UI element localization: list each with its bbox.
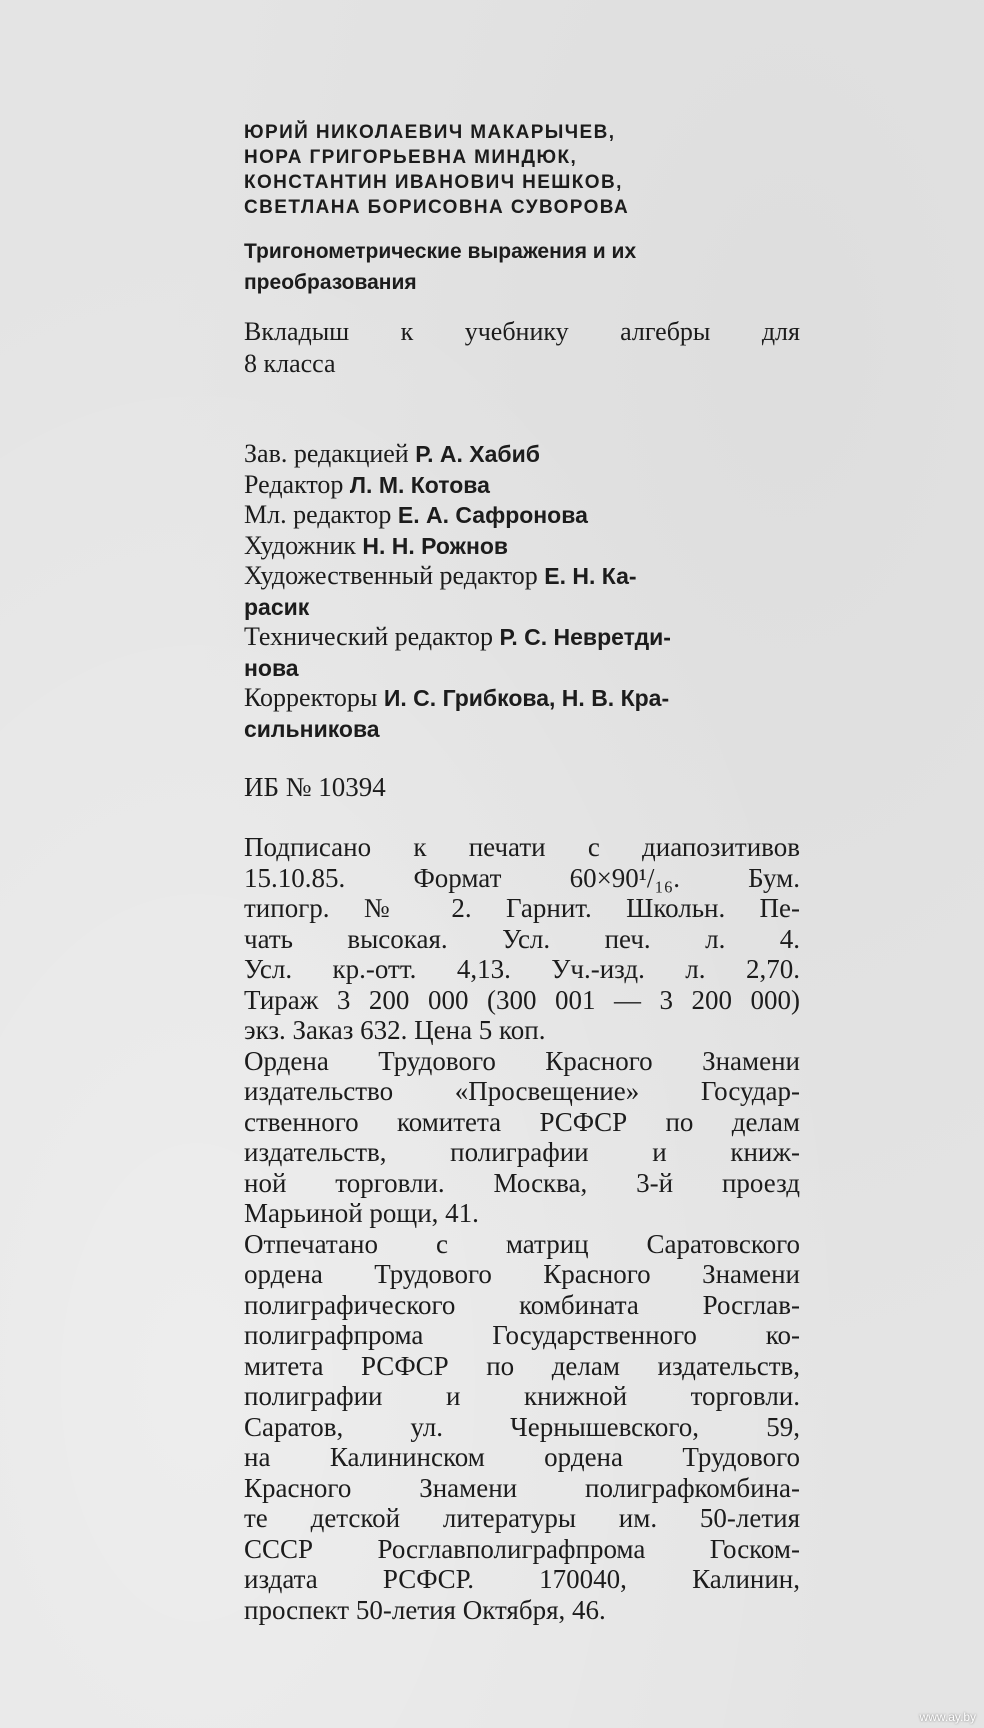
book-title xyxy=(244,236,800,298)
imprint-line: чать высокая. Усл. печ. л. 4. xyxy=(244,923,800,954)
printer-line: полиграфии и книжной торговли. xyxy=(244,1381,800,1411)
credit-role: Зав. редакцией xyxy=(244,439,416,468)
credit-name: нова xyxy=(244,654,299,681)
title-line: преобразования xyxy=(244,271,417,294)
credit-line xyxy=(244,653,800,684)
publisher-line: Марьиной рощи, 41. xyxy=(244,1198,479,1228)
printer-line: Саратов, ул. Чернышевского, 59, xyxy=(244,1411,800,1442)
imprint-line: Подписано к печати с диапозитивов xyxy=(244,832,800,862)
credit-name: Р. А. Хабиб xyxy=(415,441,540,467)
imprint-details xyxy=(244,832,800,1625)
publisher-line: ственного комитета РСФСР по делам xyxy=(244,1106,800,1137)
credit-line xyxy=(244,592,800,623)
printer-line: Красного Знамени полиграфкомбина- xyxy=(244,1472,800,1503)
imprint-line: Тираж 3 200 000 (300 001 — 3 200 000) xyxy=(244,984,800,1015)
printer-line: на Калининском ордена Трудового xyxy=(244,1442,800,1472)
watermark-text: www.ay.by xyxy=(919,1710,976,1724)
printer-line: ордена Трудового Красного Знамени xyxy=(244,1259,800,1289)
credit-line xyxy=(244,714,800,745)
printer-line: те детской литературы им. 50-летия xyxy=(244,1503,800,1533)
credit-name: расик xyxy=(244,593,310,620)
publisher-line: издательств, полиграфии и книж- xyxy=(244,1137,800,1167)
author-line: НОРА ГРИГОРЬЕВНА МИНДЮК, xyxy=(244,147,578,168)
printer-line: издата РСФСР. 170040, Калинин, xyxy=(244,1564,800,1594)
printer-line: проспект 50-летия Октября, 46. xyxy=(244,1594,606,1625)
author-list xyxy=(244,120,800,220)
credit-name: Р. С. Невретди- xyxy=(499,624,671,650)
credit-line xyxy=(244,470,800,501)
imprint-line: Усл. кр.-отт. 4,13. Уч.-изд. л. 2,70. xyxy=(244,954,800,984)
credit-name: Е. А. Сафронова xyxy=(397,502,588,528)
publisher-line: ной торговли. Москва, 3-й проезд xyxy=(244,1167,800,1198)
credit-name: Е. Н. Ка- xyxy=(544,563,637,589)
printer-line: полиграфпрома Государственного ко- xyxy=(244,1320,800,1350)
credit-name: сильникова xyxy=(244,715,380,742)
credits-list xyxy=(244,439,800,744)
credit-line xyxy=(244,439,800,470)
credit-line xyxy=(244,683,800,714)
publisher-line: издательство «Просвещение» Государ- xyxy=(244,1076,800,1106)
imprint-line: типогр. № 2. Гарнит. Школьн. Пе- xyxy=(244,893,800,923)
credit-name: Л. М. Котова xyxy=(349,471,490,498)
credit-line xyxy=(244,561,800,592)
printer-line: полиграфического комбината Росглав- xyxy=(244,1289,800,1320)
printer-line: митета РСФСР по делам издательств, xyxy=(244,1350,800,1381)
title-line: Тригонометрические выражения и их xyxy=(244,240,637,263)
credit-line xyxy=(244,531,800,562)
author-line: СВЕТЛАНА БОРИСОВНА СУВОРОВА xyxy=(244,197,630,218)
ib-number: ИБ № 10394 xyxy=(244,772,386,802)
imprint-line: экз. Заказ 632. Цена 5 коп. xyxy=(244,1015,546,1045)
credit-line xyxy=(244,622,800,653)
subtitle-line: Вкладыш к учебнику алгебры для xyxy=(244,317,800,346)
printer-line: СССР Росглавполиграфпрома Госком- xyxy=(244,1533,800,1564)
credit-name: И. С. Грибкова, Н. В. Кра- xyxy=(383,685,670,711)
subtitle-line: 8 класса xyxy=(244,349,336,378)
credit-role: Художественный редактор xyxy=(244,561,545,590)
book-subtitle xyxy=(244,316,800,380)
credit-line xyxy=(244,500,800,531)
credit-role: Корректоры xyxy=(244,683,384,712)
author-line: ЮРИЙ НИКОЛАЕВИЧ МАКАРЫЧЕВ, xyxy=(244,122,616,143)
credit-name: Н. Н. Рожнов xyxy=(362,532,509,559)
credit-role: Мл. редактор xyxy=(244,500,398,529)
author-line: КОНСТАНТИН ИВАНОВИЧ НЕШКОВ, xyxy=(244,172,623,193)
credit-role: Художник xyxy=(244,530,363,560)
credit-role: Редактор xyxy=(244,469,350,499)
publisher-line: Ордена Трудового Красного Знамени xyxy=(244,1045,800,1076)
credit-role: Технический редактор xyxy=(244,622,500,651)
imprint-line: 15.10.85. Формат 60×90¹/₁₆. Бум. xyxy=(244,862,800,893)
printer-line: Отпечатано с матриц Саратовского xyxy=(244,1228,800,1259)
